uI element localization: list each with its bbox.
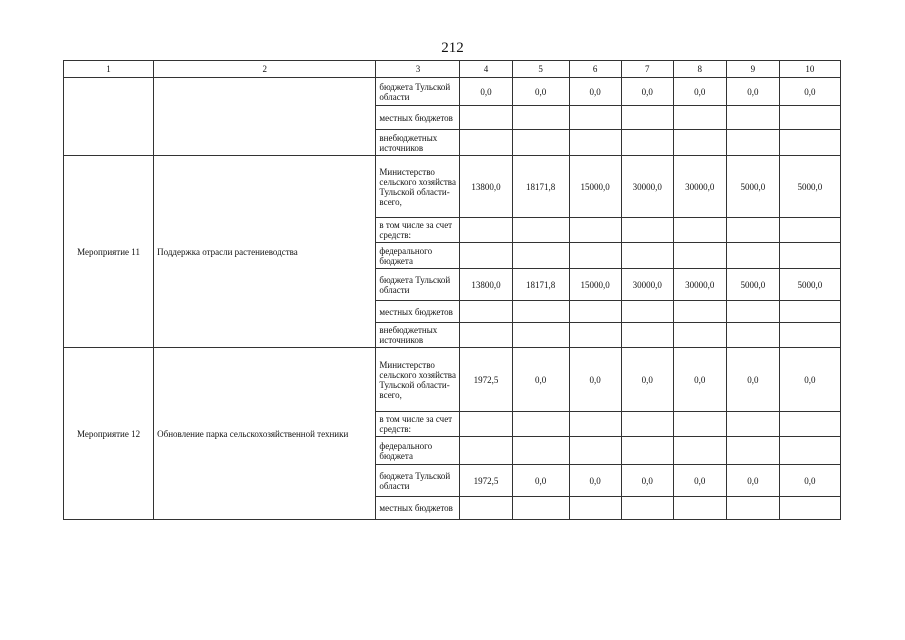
amount-cell: 0,0	[512, 78, 569, 106]
amount-cell	[460, 437, 512, 465]
amount-cell	[726, 106, 779, 130]
amount-cell	[512, 106, 569, 130]
amount-cell	[512, 412, 569, 437]
amount-cell	[726, 130, 779, 156]
funding-source: бюджета Тульской области	[376, 78, 460, 106]
column-header: 4	[460, 61, 512, 78]
amount-cell: 0,0	[673, 348, 726, 412]
amount-cell	[621, 301, 673, 323]
amount-cell	[569, 412, 621, 437]
amount-cell: 13800,0	[460, 269, 512, 301]
amount-cell	[569, 497, 621, 520]
amount-cell	[621, 497, 673, 520]
amount-cell	[726, 301, 779, 323]
amount-cell: 0,0	[621, 78, 673, 106]
column-header: 1	[64, 61, 154, 78]
amount-cell	[673, 437, 726, 465]
amount-cell: 0,0	[779, 78, 840, 106]
amount-cell: 30000,0	[673, 156, 726, 218]
amount-cell: 0,0	[569, 348, 621, 412]
funding-source: бюджета Тульской области	[376, 269, 460, 301]
amount-cell: 0,0	[726, 465, 779, 497]
budget-table	[63, 60, 841, 520]
amount-cell	[779, 218, 840, 243]
amount-cell	[779, 106, 840, 130]
funding-source: бюджета Тульской области	[376, 465, 460, 497]
amount-cell	[779, 130, 840, 156]
column-header: 10	[779, 61, 840, 78]
amount-cell	[460, 243, 512, 269]
activity-description: Обновление парка сельскохозяйственной техники	[154, 348, 376, 520]
activity-cell	[64, 78, 154, 156]
amount-cell	[512, 437, 569, 465]
column-header: 2	[154, 61, 376, 78]
column-header: 9	[726, 61, 779, 78]
amount-cell	[569, 323, 621, 348]
page-number: 212	[441, 40, 464, 56]
column-header: 3	[376, 61, 460, 78]
funding-source: федерального бюджета	[376, 437, 460, 465]
amount-cell	[673, 243, 726, 269]
amount-cell	[569, 243, 621, 269]
amount-cell: 0,0	[673, 465, 726, 497]
column-header: 7	[621, 61, 673, 78]
amount-cell	[726, 412, 779, 437]
column-header: 5	[512, 61, 569, 78]
funding-source: местных бюджетов	[376, 301, 460, 323]
amount-cell	[512, 130, 569, 156]
amount-cell: 30000,0	[673, 269, 726, 301]
amount-cell	[569, 218, 621, 243]
amount-cell	[512, 497, 569, 520]
amount-cell	[621, 412, 673, 437]
amount-cell: 13800,0	[460, 156, 512, 218]
amount-cell: 0,0	[779, 465, 840, 497]
amount-cell	[673, 130, 726, 156]
amount-cell: 5000,0	[779, 156, 840, 218]
amount-cell: 0,0	[621, 348, 673, 412]
amount-cell: 5000,0	[726, 269, 779, 301]
funding-source: в том числе за счет средств:	[376, 218, 460, 243]
amount-cell: 0,0	[569, 465, 621, 497]
amount-cell	[512, 243, 569, 269]
amount-cell	[460, 323, 512, 348]
table-body	[64, 61, 841, 520]
funding-source: Министерство сельского хозяйства Тульской области- всего,	[376, 348, 460, 412]
amount-cell: 1972,5	[460, 348, 512, 412]
activity-description: Поддержка отрасли растениеводства	[154, 156, 376, 348]
amount-cell	[621, 106, 673, 130]
funding-source: в том числе за счет средств:	[376, 412, 460, 437]
funding-source: внебюджетных источников	[376, 323, 460, 348]
amount-cell: 0,0	[512, 348, 569, 412]
amount-cell	[460, 412, 512, 437]
amount-cell	[460, 130, 512, 156]
amount-cell	[673, 301, 726, 323]
amount-cell	[673, 323, 726, 348]
amount-cell: 0,0	[779, 348, 840, 412]
amount-cell: 15000,0	[569, 156, 621, 218]
amount-cell	[460, 301, 512, 323]
amount-cell	[673, 218, 726, 243]
amount-cell: 0,0	[460, 78, 512, 106]
amount-cell	[673, 497, 726, 520]
amount-cell	[512, 218, 569, 243]
amount-cell: 18171,8	[512, 156, 569, 218]
amount-cell	[621, 130, 673, 156]
table-row	[64, 156, 841, 218]
amount-cell	[460, 106, 512, 130]
amount-cell	[726, 323, 779, 348]
amount-cell: 5000,0	[779, 269, 840, 301]
amount-cell	[726, 243, 779, 269]
column-header: 8	[673, 61, 726, 78]
amount-cell: 30000,0	[621, 156, 673, 218]
activity-name: Мероприятие 11	[64, 156, 154, 348]
funding-source: местных бюджетов	[376, 497, 460, 520]
funding-source: внебюджетных источников	[376, 130, 460, 156]
funding-source: Министерство сельского хозяйства Тульской области- всего,	[376, 156, 460, 218]
amount-cell	[569, 106, 621, 130]
amount-cell	[460, 497, 512, 520]
funding-source: федерального бюджета	[376, 243, 460, 269]
amount-cell	[569, 130, 621, 156]
amount-cell	[726, 497, 779, 520]
amount-cell: 0,0	[673, 78, 726, 106]
amount-cell: 0,0	[621, 465, 673, 497]
amount-cell	[569, 301, 621, 323]
amount-cell	[621, 437, 673, 465]
amount-cell	[779, 323, 840, 348]
amount-cell: 0,0	[726, 78, 779, 106]
table-row	[64, 348, 841, 412]
amount-cell: 0,0	[569, 78, 621, 106]
amount-cell: 15000,0	[569, 269, 621, 301]
amount-cell	[779, 301, 840, 323]
funding-source: местных бюджетов	[376, 106, 460, 130]
amount-cell	[621, 218, 673, 243]
amount-cell: 1972,5	[460, 465, 512, 497]
amount-cell	[512, 323, 569, 348]
amount-cell	[621, 323, 673, 348]
amount-cell	[569, 437, 621, 465]
activity-name: Мероприятие 12	[64, 348, 154, 520]
amount-cell	[779, 497, 840, 520]
amount-cell	[726, 437, 779, 465]
amount-cell	[460, 218, 512, 243]
amount-cell	[673, 106, 726, 130]
amount-cell	[512, 301, 569, 323]
amount-cell	[726, 218, 779, 243]
amount-cell: 0,0	[726, 348, 779, 412]
amount-cell	[621, 243, 673, 269]
amount-cell: 0,0	[512, 465, 569, 497]
table-row	[64, 78, 841, 106]
column-header: 6	[569, 61, 621, 78]
amount-cell	[673, 412, 726, 437]
header-row	[64, 61, 841, 78]
amount-cell: 5000,0	[726, 156, 779, 218]
description-cell	[154, 78, 376, 156]
amount-cell	[779, 412, 840, 437]
amount-cell	[779, 437, 840, 465]
amount-cell: 30000,0	[621, 269, 673, 301]
amount-cell: 18171,8	[512, 269, 569, 301]
amount-cell	[779, 243, 840, 269]
